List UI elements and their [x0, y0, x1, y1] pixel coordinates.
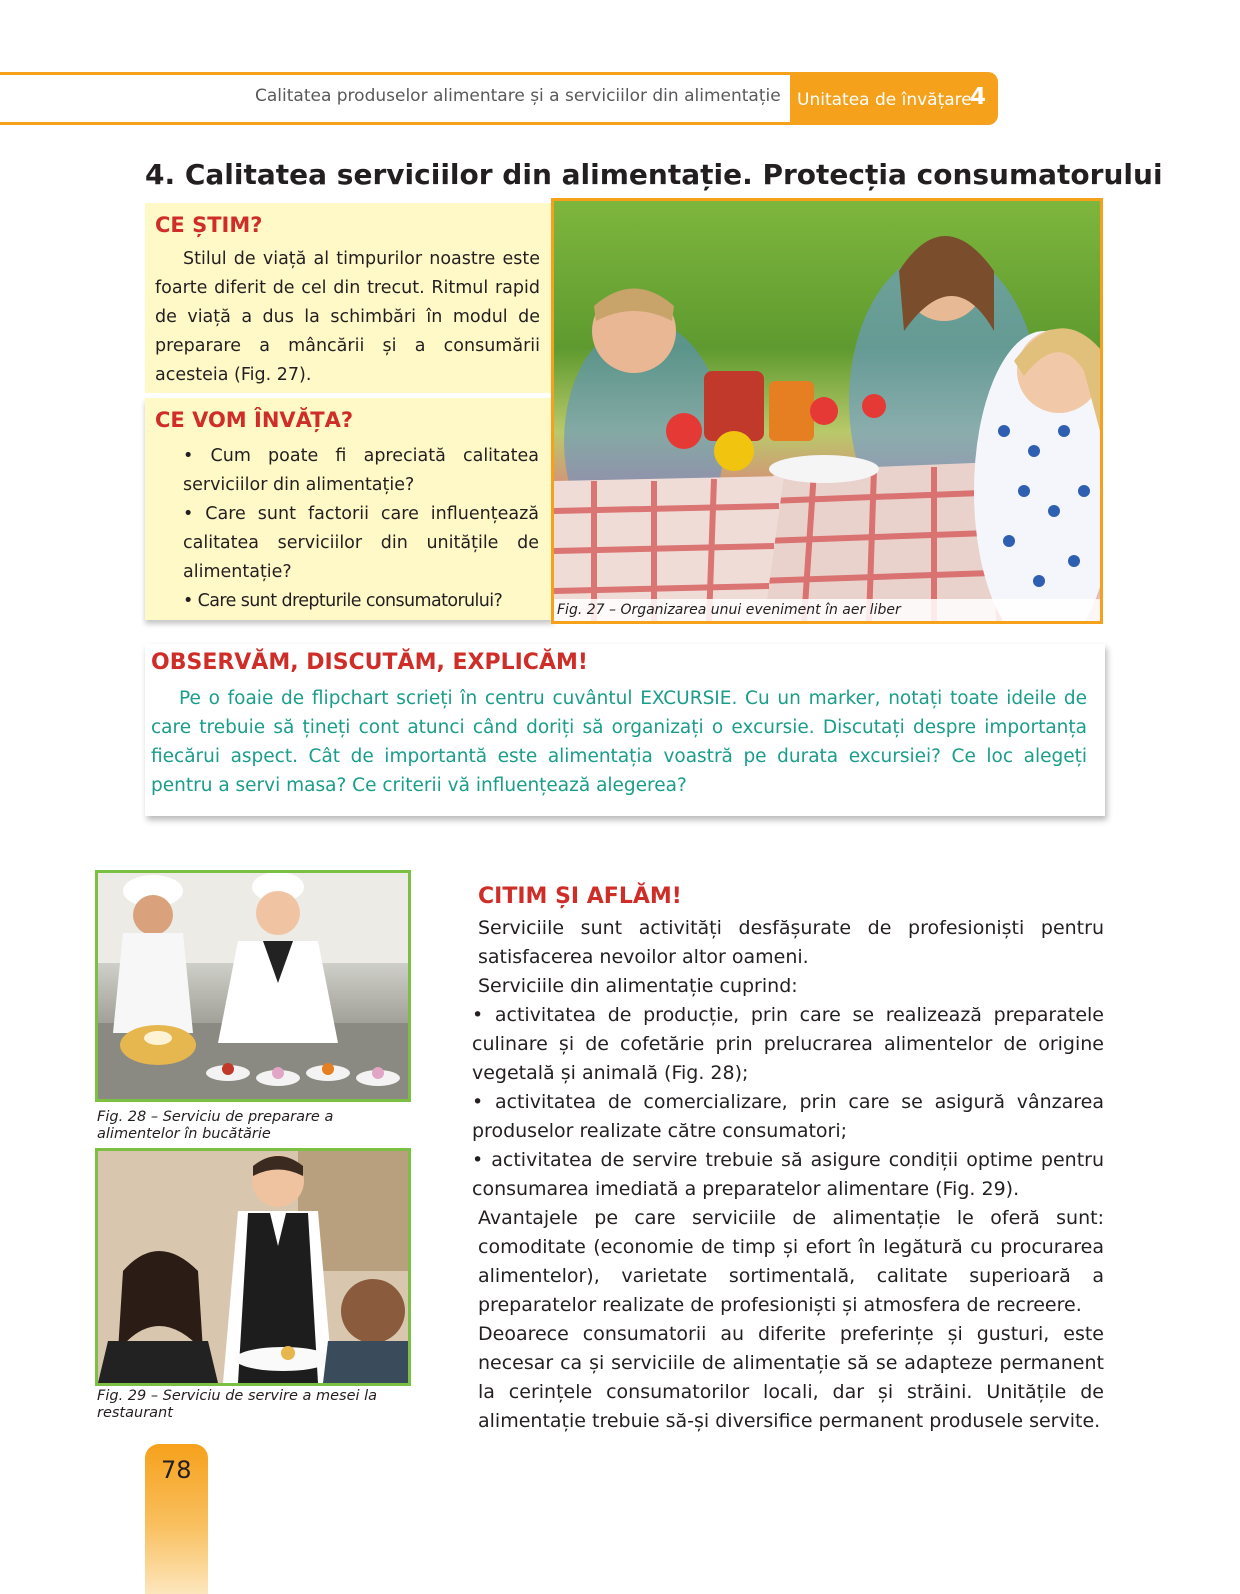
paragraph: Serviciile sunt activități desfășurate de profesioniști pentru satisfacerea nevoilor altor oameni.: [478, 917, 1104, 968]
bullet-item: • activitatea de servire trebuie să asigure condiții optime pentru consumarea imediată a preparatelor alimentare (Fig. 29).: [472, 1149, 1104, 1200]
fig28-caption: Fig. 28 – Serviciu de preparare a alimentelor în bucătărie: [97, 1109, 334, 1142]
unit-label: Unitatea de învățare: [797, 90, 972, 110]
citim-heading: CITIM ȘI AFLĂM!: [478, 884, 682, 909]
ce-stim-box: [145, 203, 553, 393]
bullet-item: • activitatea de producție, prin care se realizează preparatele culinare și de cofetărie prin prelucrarea alimentelor de origine vegetală și animală (Fig. 28);: [472, 1004, 1104, 1084]
unit-number: 4: [970, 84, 987, 110]
page-number-tab: [145, 1444, 208, 1594]
picnic-illustration: [554, 201, 1100, 621]
header-subject: Calitatea produselor alimentare și a serviciilor din alimentație: [255, 86, 781, 106]
fig28-photo: [95, 870, 411, 1102]
fig29-caption: Fig. 29 – Serviciu de servire a mesei la restaurant: [97, 1388, 378, 1421]
paragraph: Deoarece consumatorii au diferite preferințe și gusturi, este necesar ca și serviciile de alimentație să se adapteze permanent la cerințele consumatorilor locali, dar și străini. Unitățile de alimentație trebuie să-și diversifice permanent produsele servite.: [478, 1323, 1104, 1432]
ce-vom-invata-box: [145, 398, 553, 620]
fig27-photo: [551, 198, 1103, 624]
fig29-photo: [95, 1148, 411, 1386]
ce-vom-invata-heading: CE VOM ÎNVĂȚA?: [155, 408, 354, 432]
list-item: • Care sunt drepturile consumatorului?: [183, 591, 503, 611]
observam-text-block: [151, 684, 1087, 800]
list-item: • Cum poate fi apreciată calitatea serviciilor din alimentație?: [183, 446, 539, 495]
fig27-caption: Fig. 27 – Organizarea unui eveniment în aer liber: [554, 599, 1103, 621]
ce-stim-paragraph: Stilul de viață al timpurilor noastre este foarte diferit de cel din trecut. Ritmul rapid de viață a dus la schimbări în modul de preparare a mâncării și a consumării acesteia (Fig. 27).: [155, 249, 540, 385]
ce-vom-invata-list: [155, 442, 539, 616]
header-rule-bottom: [0, 122, 800, 125]
paragraph: Serviciile din alimentație cuprind:: [478, 975, 798, 997]
ce-stim-text: [155, 245, 540, 390]
restaurant-illustration: [98, 1151, 408, 1383]
list-item: • Care sunt factorii care influențează calitatea serviciilor din unitățile de alimentație?: [183, 504, 539, 582]
observam-heading: OBSERVĂM, DISCUTĂM, EXPLICĂM!: [151, 650, 588, 675]
header-rule-top: [0, 72, 800, 75]
page-number: 78: [161, 1456, 192, 1484]
citim-text: [436, 914, 1104, 1436]
observam-box: [145, 644, 1105, 816]
ce-stim-heading: CE ȘTIM?: [155, 213, 263, 237]
observam-text: Pe o foaie de flipchart scrieți în centru cuvântul EXCURSIE. Cu un marker, notați toate ideile de care trebuie să țineți cont atunci când doriți să organizați o excursie. Discutați despre importanța fiecărui aspect. Cât de importantă este alimentația voastră pe durata excursiei? Ce loc alegeți pentru a servi masa? Ce criterii vă influențează alegerea?: [151, 688, 1087, 796]
header-unit-tab: [790, 72, 998, 125]
bullet-item: • activitatea de comercializare, prin care se asigură vânzarea produselor realizate către consumatori;: [472, 1091, 1104, 1142]
lesson-title: 4. Calitatea serviciilor din alimentație. Protecția consumatorului: [145, 158, 1163, 191]
kitchen-illustration: [98, 873, 408, 1099]
paragraph: Avantajele pe care serviciile de alimentație le oferă sunt: comoditate (economie de timp și efort în legătură cu procurarea alimentelor), varietate sortimentală, calitate superioară a preparatelor realizate de profesioniști și atmosfera de recreere.: [478, 1207, 1104, 1316]
